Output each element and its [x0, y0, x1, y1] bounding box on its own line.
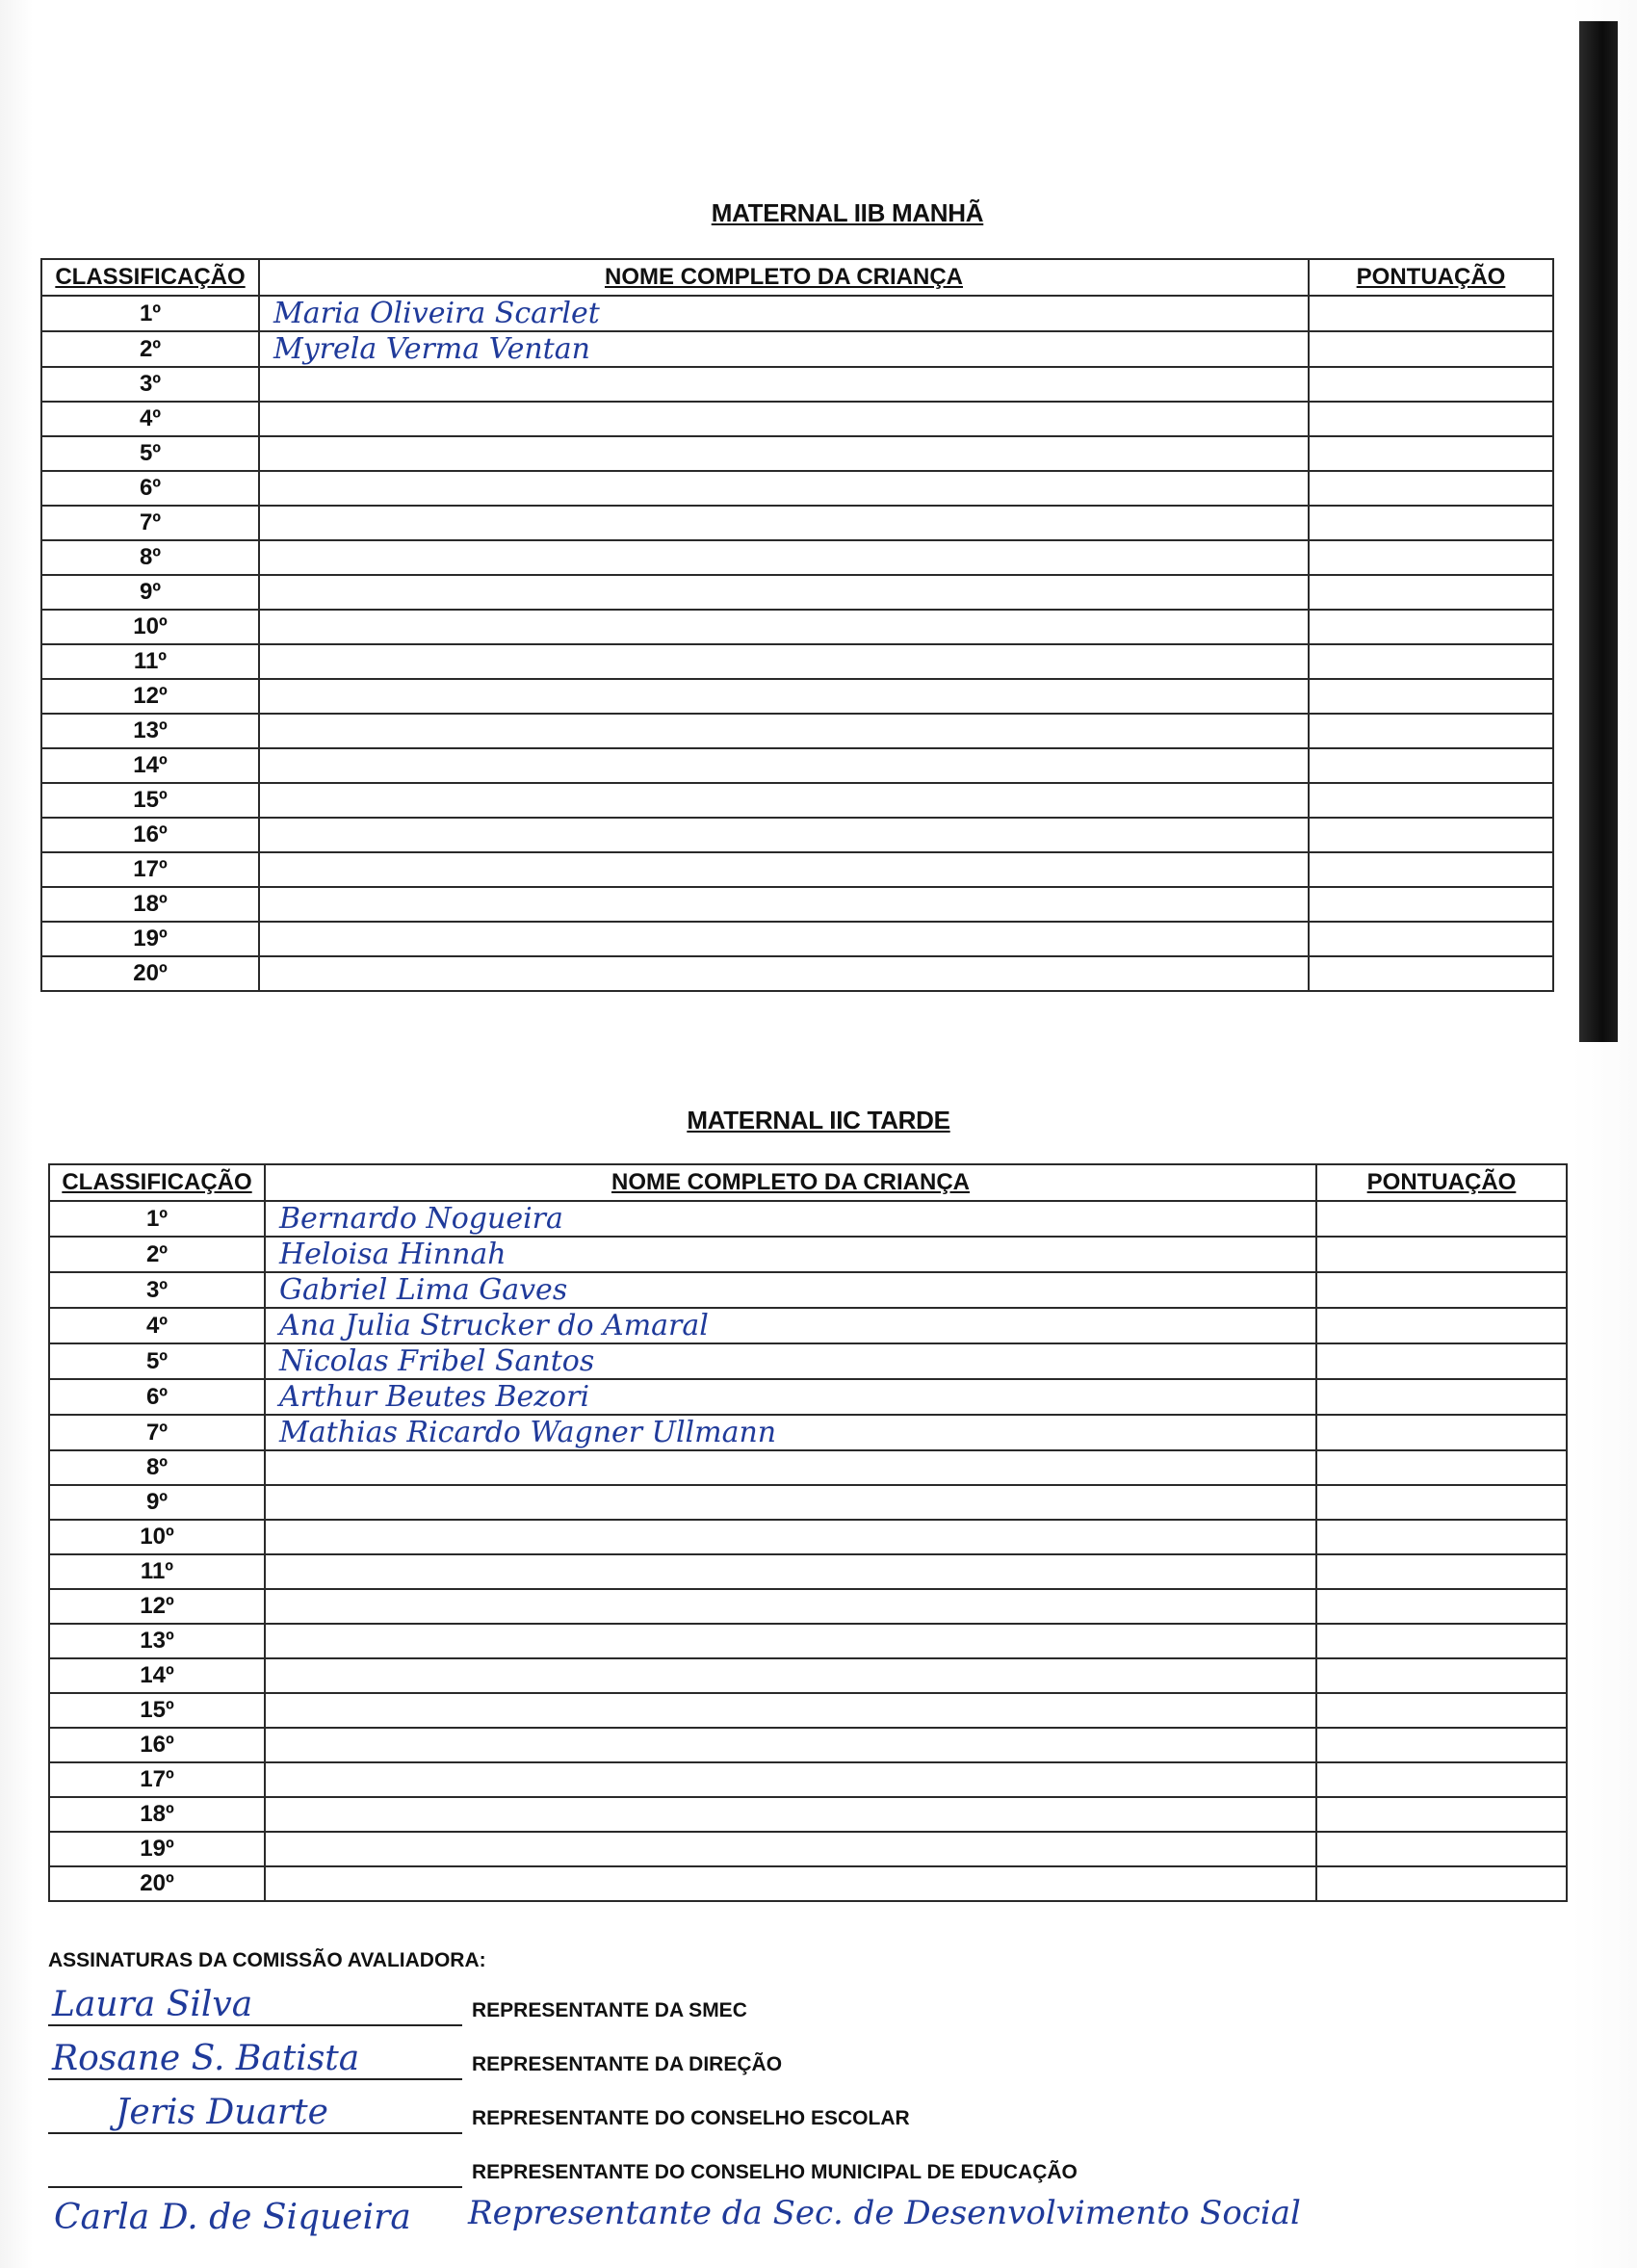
- table-row: [49, 1866, 1567, 1901]
- name-cell: [265, 1520, 1316, 1554]
- score-cell: [1316, 1554, 1567, 1589]
- table-row: [49, 1624, 1567, 1658]
- column-header-nome: NOME COMPLETO DA CRIANÇA: [265, 1164, 1316, 1201]
- rank-cell: 12º: [41, 679, 259, 714]
- signature-role: REPRESENTANTE DO CONSELHO MUNICIPAL DE EDUCAÇÃO: [472, 2161, 1078, 2183]
- score-cell: [1309, 887, 1553, 922]
- name-cell: Arthur Beutes Bezori: [265, 1379, 1316, 1415]
- table-row: [41, 575, 1553, 610]
- name-cell: [259, 575, 1309, 610]
- rank-cell: 10º: [49, 1520, 265, 1554]
- score-cell: [1309, 922, 1553, 956]
- table-row: [49, 1658, 1567, 1693]
- name-cell: [265, 1728, 1316, 1762]
- name-cell: [259, 540, 1309, 575]
- score-cell: [1316, 1797, 1567, 1832]
- table-row: [49, 1379, 1567, 1415]
- name-cell: [259, 436, 1309, 471]
- signature-row-conselho-municipal: [48, 2146, 1078, 2188]
- signature-line: [48, 2090, 462, 2134]
- score-cell: [1309, 748, 1553, 783]
- table-row: [41, 436, 1553, 471]
- rank-cell: 5º: [41, 436, 259, 471]
- table-row: [49, 1485, 1567, 1520]
- score-cell: [1316, 1866, 1567, 1901]
- score-cell: [1316, 1201, 1567, 1237]
- name-cell: [259, 367, 1309, 402]
- section-title-tarde: MATERNAL IIC TARDE: [687, 1106, 950, 1134]
- rank-cell: 10º: [41, 610, 259, 644]
- table-row: [41, 818, 1553, 852]
- score-cell: [1316, 1520, 1567, 1554]
- score-cell: [1309, 852, 1553, 887]
- name-cell: [259, 956, 1309, 991]
- rank-cell: 18º: [49, 1797, 265, 1832]
- table-row: [41, 367, 1553, 402]
- table-row: [49, 1693, 1567, 1728]
- name-cell: [265, 1762, 1316, 1797]
- signature-row-smec: [48, 1984, 747, 2026]
- score-cell: [1316, 1728, 1567, 1762]
- table-row: [49, 1589, 1567, 1624]
- table-row: [41, 748, 1553, 783]
- handwritten-signature: Jeris Duarte: [116, 2093, 328, 2132]
- rank-cell: 8º: [41, 540, 259, 575]
- name-cell: [259, 714, 1309, 748]
- score-cell: [1309, 436, 1553, 471]
- score-cell: [1316, 1624, 1567, 1658]
- column-header-pontuacao: PONTUAÇÃO: [1309, 259, 1553, 296]
- rank-cell: 13º: [49, 1624, 265, 1658]
- table-row: [41, 714, 1553, 748]
- score-cell: [1309, 714, 1553, 748]
- name-cell: Gabriel Lima Gaves: [265, 1272, 1316, 1308]
- score-cell: [1316, 1308, 1567, 1343]
- column-header-classificacao: CLASSIFICAÇÃO: [41, 259, 259, 296]
- rank-cell: 16º: [41, 818, 259, 852]
- signature-row-conselho-escolar: [48, 2092, 910, 2134]
- name-cell: Ana Julia Strucker do Amaral: [265, 1308, 1316, 1343]
- ranking-table-manha: [40, 258, 1554, 992]
- handwritten-signature: Carla D. de Siqueira: [54, 2198, 411, 2237]
- name-cell: Heloisa Hinnah: [265, 1237, 1316, 1272]
- name-cell: [265, 1485, 1316, 1520]
- rank-cell: 7º: [49, 1415, 265, 1450]
- signature-role: REPRESENTANTE DA DIREÇÃO: [472, 2053, 783, 2075]
- score-cell: [1309, 783, 1553, 818]
- name-cell: Nicolas Fribel Santos: [265, 1343, 1316, 1379]
- name-cell: Maria Oliveira Scarlet: [259, 296, 1309, 331]
- score-cell: [1309, 296, 1553, 331]
- score-cell: [1309, 471, 1553, 506]
- table-row: [49, 1308, 1567, 1343]
- rank-cell: 6º: [41, 471, 259, 506]
- score-cell: [1309, 331, 1553, 367]
- rank-cell: 1º: [49, 1201, 265, 1237]
- ranking-table-tarde: [48, 1163, 1568, 1902]
- rank-cell: 13º: [41, 714, 259, 748]
- scanner-shadow: [1579, 21, 1618, 1042]
- rank-cell: 19º: [49, 1832, 265, 1866]
- name-cell: [265, 1832, 1316, 1866]
- name-cell: [259, 748, 1309, 783]
- score-cell: [1316, 1832, 1567, 1866]
- table-row: [41, 922, 1553, 956]
- name-cell: [259, 610, 1309, 644]
- rank-cell: 16º: [49, 1728, 265, 1762]
- rank-cell: 11º: [41, 644, 259, 679]
- rank-cell: 11º: [49, 1554, 265, 1589]
- name-cell: Mathias Ricardo Wagner Ullmann: [265, 1415, 1316, 1450]
- table-row: [49, 1272, 1567, 1308]
- rank-cell: 8º: [49, 1450, 265, 1485]
- score-cell: [1309, 679, 1553, 714]
- rank-cell: 19º: [41, 922, 259, 956]
- table-row: [41, 956, 1553, 991]
- table-row: [41, 783, 1553, 818]
- score-cell: [1309, 610, 1553, 644]
- handwritten-signature: Rosane S. Batista: [52, 2039, 360, 2078]
- signature-line: [48, 2036, 462, 2080]
- name-cell: [265, 1589, 1316, 1624]
- table-row: [49, 1343, 1567, 1379]
- score-cell: [1316, 1379, 1567, 1415]
- table-row: [41, 887, 1553, 922]
- score-cell: [1309, 818, 1553, 852]
- table-row: [41, 506, 1553, 540]
- signature-line: [48, 2144, 462, 2188]
- score-cell: [1309, 540, 1553, 575]
- table-row: [49, 1762, 1567, 1797]
- rank-cell: 12º: [49, 1589, 265, 1624]
- score-cell: [1309, 956, 1553, 991]
- rank-cell: 7º: [41, 506, 259, 540]
- name-cell: [265, 1554, 1316, 1589]
- rank-cell: 20º: [49, 1866, 265, 1901]
- name-cell: [259, 783, 1309, 818]
- score-cell: [1316, 1237, 1567, 1272]
- score-cell: [1316, 1485, 1567, 1520]
- name-cell: [265, 1658, 1316, 1693]
- score-cell: [1316, 1693, 1567, 1728]
- section-title-manha: MATERNAL IIB MANHÃ: [711, 198, 984, 227]
- name-cell: [259, 887, 1309, 922]
- name-cell: [265, 1693, 1316, 1728]
- rank-cell: 3º: [49, 1272, 265, 1308]
- name-cell: [265, 1450, 1316, 1485]
- table-row: [41, 610, 1553, 644]
- table-row: [41, 296, 1553, 331]
- name-cell: [259, 402, 1309, 436]
- table-row: [41, 471, 1553, 506]
- score-cell: [1309, 506, 1553, 540]
- signature-role: REPRESENTANTE DO CONSELHO ESCOLAR: [472, 2107, 910, 2129]
- table-header-row: [49, 1164, 1567, 1201]
- score-cell: [1316, 1272, 1567, 1308]
- handwritten-signature: Laura Silva: [52, 1985, 253, 2024]
- table-row: [41, 644, 1553, 679]
- score-cell: [1316, 1343, 1567, 1379]
- table-row: [49, 1520, 1567, 1554]
- score-cell: [1309, 367, 1553, 402]
- name-cell: [265, 1624, 1316, 1658]
- table-row: [49, 1554, 1567, 1589]
- table-row: [49, 1797, 1567, 1832]
- table-header-row: [41, 259, 1553, 296]
- name-cell: [265, 1797, 1316, 1832]
- handwritten-extra-role: Representante da Sec. de Desenvolvimento Social: [468, 2194, 1301, 2232]
- rank-cell: 2º: [41, 331, 259, 367]
- rank-cell: 5º: [49, 1343, 265, 1379]
- rank-cell: 15º: [41, 783, 259, 818]
- rank-cell: 6º: [49, 1379, 265, 1415]
- rank-cell: 18º: [41, 887, 259, 922]
- name-cell: [259, 679, 1309, 714]
- table-row: [49, 1201, 1567, 1237]
- name-cell: [259, 471, 1309, 506]
- score-cell: [1316, 1450, 1567, 1485]
- name-cell: Bernardo Nogueira: [265, 1201, 1316, 1237]
- name-cell: [265, 1866, 1316, 1901]
- table-row: [49, 1237, 1567, 1272]
- signature-line: [48, 1982, 462, 2026]
- column-header-nome: NOME COMPLETO DA CRIANÇA: [259, 259, 1309, 296]
- table-row: [49, 1415, 1567, 1450]
- name-cell: [259, 644, 1309, 679]
- table-row: [41, 852, 1553, 887]
- score-cell: [1316, 1589, 1567, 1624]
- table-row: [41, 540, 1553, 575]
- rank-cell: 14º: [41, 748, 259, 783]
- score-cell: [1316, 1658, 1567, 1693]
- rank-cell: 4º: [49, 1308, 265, 1343]
- rank-cell: 20º: [41, 956, 259, 991]
- table-row: [49, 1832, 1567, 1866]
- column-header-pontuacao: PONTUAÇÃO: [1316, 1164, 1567, 1201]
- name-cell: [259, 922, 1309, 956]
- name-cell: [259, 506, 1309, 540]
- rank-cell: 3º: [41, 367, 259, 402]
- rank-cell: 14º: [49, 1658, 265, 1693]
- rank-cell: 4º: [41, 402, 259, 436]
- rank-cell: 15º: [49, 1693, 265, 1728]
- signature-row-direcao: [48, 2038, 782, 2080]
- rank-cell: 17º: [49, 1762, 265, 1797]
- name-cell: Myrela Verma Ventan: [259, 331, 1309, 367]
- table-row: [41, 331, 1553, 367]
- signature-role: REPRESENTANTE DA SMEC: [472, 1999, 747, 2021]
- table-row: [41, 402, 1553, 436]
- signatures-title: ASSINATURAS DA COMISSÃO AVALIADORA:: [48, 1949, 486, 1971]
- score-cell: [1309, 575, 1553, 610]
- rank-cell: 17º: [41, 852, 259, 887]
- rank-cell: 9º: [41, 575, 259, 610]
- score-cell: [1309, 644, 1553, 679]
- score-cell: [1316, 1415, 1567, 1450]
- table-row: [49, 1450, 1567, 1485]
- rank-cell: 1º: [41, 296, 259, 331]
- table-row: [49, 1728, 1567, 1762]
- name-cell: [259, 818, 1309, 852]
- score-cell: [1309, 402, 1553, 436]
- column-header-classificacao: CLASSIFICAÇÃO: [49, 1164, 265, 1201]
- rank-cell: 9º: [49, 1485, 265, 1520]
- table-row: [41, 679, 1553, 714]
- rank-cell: 2º: [49, 1237, 265, 1272]
- name-cell: [259, 852, 1309, 887]
- score-cell: [1316, 1762, 1567, 1797]
